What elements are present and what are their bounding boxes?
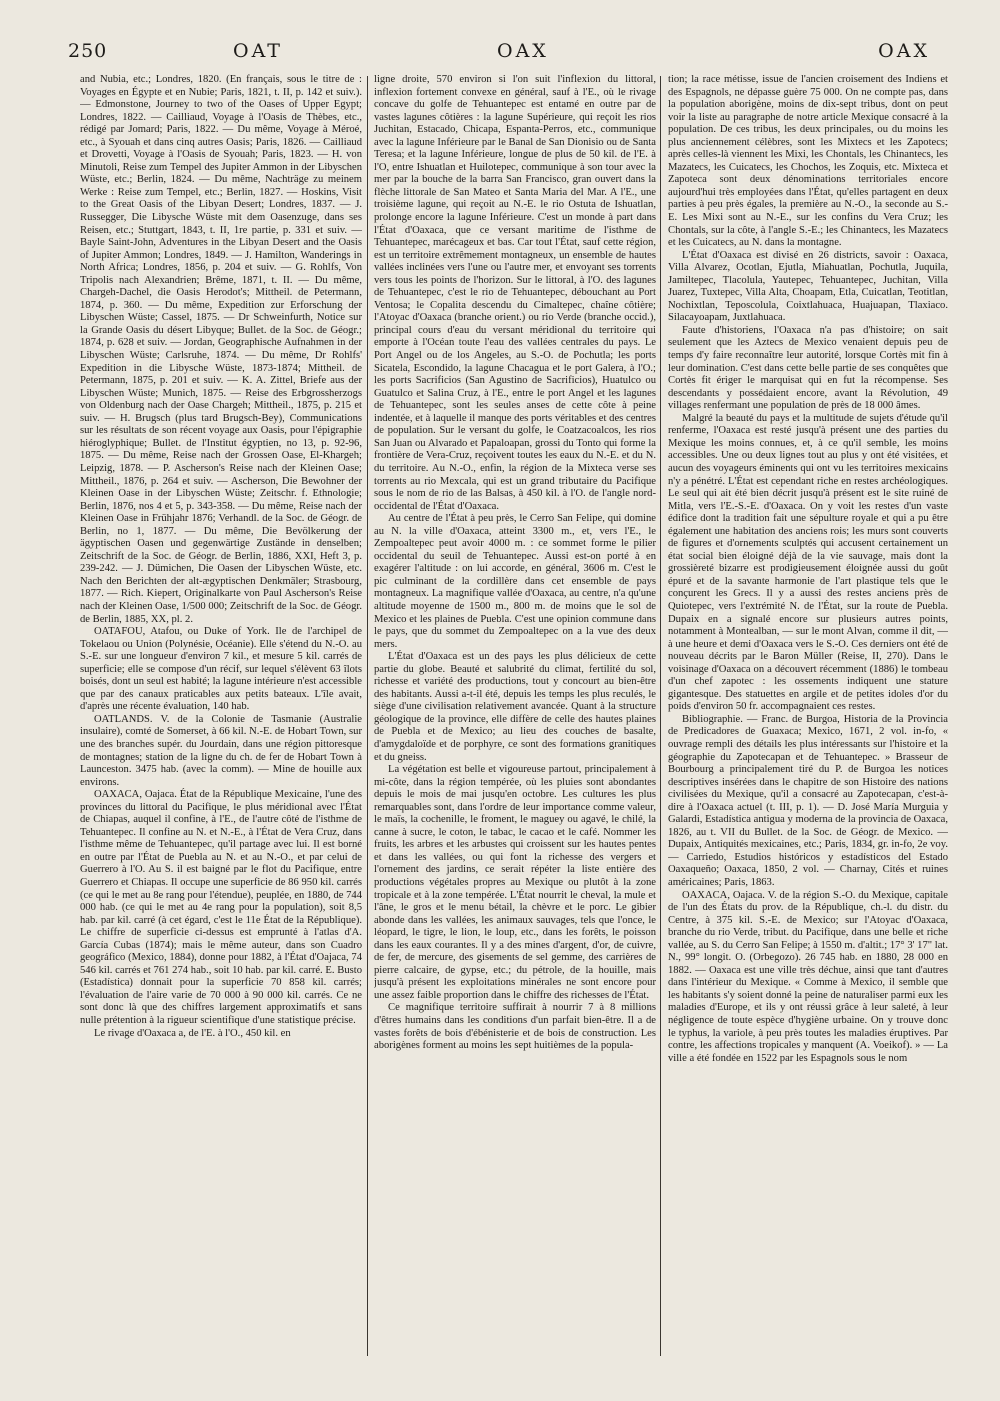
bibliography: Bibliographie. — Franc. de Burgoa, Historia de la Provincia de Predicadores de Guaxaca; Mexico, 1671, 2 vol. in-fo, « ouvrage rempli des détails les plus intéressants sur l'histoire et la géographie du Zapotecapan et de Tehuantepec. » Brasseur de Bourbourg a principalement tiré du P. de Burgoa les notices descriptives insérées dans le chapitre de son Histoire des nations civilisées du Mexique, qu'il a consacré au Zapotecapan, c'est-à-dire à l'Oaxaca actuel (t. III, p. 1). — D. José María Murguia y Galardi, Estadística antigua y moderna de la provincia de Oaxaca, 1826, au t. VII du Bullet. de la Soc. de Géogr. de Mexico. — Dupaix, Antiquités mexicaines, etc.; Paris, 1834, gr. in-fo, 2e voy. — Carriedo, Estudios históricos y estadísticos del Estado Oaxaqueño; Oaxaca, 1850, 2 vol. — Charnay, Cités et ruines américaines; Paris, 1863. xyxy=(668,713,948,888)
column-rule-1 xyxy=(367,76,368,1356)
paragraph: ligne droite, 570 environ si l'on suit l'inflexion du littoral, inflexion fortement convexe en général, sauf à l'E., où le rivage concave du golfe de Tehuantepec est entamé en outre par de vastes lagunes côtières : la lagune Supérieure, qui reçoit les rios Juchitan, Estacado, Chicapa, Espanta-Perros, etc., communique avec la lagune Inférieure par le Banal de San Dionisio ou de Santa Teresa; et la lagune Inférieure, longue de plus de 50 kil. de l'E. à l'O, entre Ishuatlan et Huilotepec, communique à son tour avec la mer par la bouche de la barra San Francisco, gran ouvert dans la flèche littorale de San Mateo et Santa Maria del Mar. A l'E., une troisième lagune, qui reçoit au N.-E. le rio Ostuta de Ishuatlan, prolonge encore la lagune Inférieure. C'est un monde à part dans l'État d'Oaxaca, que ce versant maritime de l'isthme de Tehuantepec, marécageux et bas. Car tout l'État, sauf cette région, est un territoire extrêmement montagneux, un ensemble de hautes vallées inclinées vers l'une ou l'autre mer, et envoyant ses torrents vers tous les points de l'horizon. Sur le littoral, à l'O. des lagunes de Tehuantepec, c'est le rio de Tehuantepec, débouchant au Port Ventosa; le Copalita descendu du Cimaltepec, chaîne côtière; l'Atoyac d'Oaxaca (branche orient.) ou rio Verde (branche occid.), principal cours d'eau du versant méridional du territoire qui emporte à l'Océan toute l'eau des vallées centrales du pays. Le Port Angel ou de los Angeles, au S.-O. de Pochutla; les ports Sicatela, Escondido, la lagune Chacagua et le port Galera, à l'O.; les ports Sacrificios (San Agustino de Sacrificios), Huatulco ou Guatulco et Salina Cruz, à l'E., entre le port Angel et les lagunes de Tehuantepec, sont les seules anses de cette côte à peine indentée, et à laquelle il manque des ports véritables et des centres de population. Sur le versant du golfe, le Coatzacoalcos, les rios San Juan ou Alvarado et Papaloapan, grossi du Tonto qui forme la frontière de Vera-Cruz, reçoivent toutes les eaux du N.-E. et du N. du territoire. Au N.-O., enfin, la région de la Mixteca verse ses torrents au rio Mexcala, qui est un grand tributaire du Pacifique sous le nom de rio de las Balsas, à 450 kil. à l'O. de l'angle nord-occidental de l'État d'Oaxaca. xyxy=(374,74,656,512)
paragraph: Le rivage d'Oaxaca a, de l'E. à l'O., 450 kil. en xyxy=(94,1027,291,1039)
paragraph: Au centre de l'État à peu près, le Cerro San Felipe, qui domine au N. la ville d'Oaxaca, atteint 3300 m., et, vers l'E., le Zempoaltepec peut avoir 4000 m. : ce sommet forme le pilier occidental du seuil de Tehuantepec. Aussi est-on porté à en exagérer l'altitude : on lui accorde, en général, 3606 m. C'est le pic culminant de la cordillère dans cet ensemble de pays montagneux. La magnifique vallée d'Oaxaca, au centre, n'a qu'une altitude moyenne de 1500 m., 800 m. de moins que le sol de Mexico et les plaines de Puebla. C'est une opinion commune dans le pays, que du sommet du Zempoaltepec on a la vue des deux mers. xyxy=(374,513,656,650)
paragraph: L'État d'Oaxaca est divisé en 26 districts, savoir : Oaxaca, Villa Alvarez, Ocotlan, Ejutla, Miahuatlan, Pochutla, Juquila, Jamiltepec, Tlacolula, Yautepec, Tehuantepec, Juchitan, Villa Juarez, Tuxtepec, Villa Alta, Choapam, Etla, Cuicatlan, Teotitlan, Nochixtlan, Teposcolula, Coixtlahuaca, Huajuapan, Tlaxiaco. Silacayoapam, Juxtlahuaca. xyxy=(668,249,948,324)
entry-oaxaca-city: OAXACA, Oajaca. V. de la région S.-O. du Mexique, capitale de l'un des États du prov. de la République, ch.-l. du distr. du Centre, à 375 kil. S.-E. de Mexico; sur l'Atoyac d'Oaxaca, branche du rio Verde, tribut. du Pacifique, dans une belle et riche vallée, au S. du Cerro San Felipe; à 1550 m. d'altit.; 17° 3' 17" lat. N., 99° longit. O. (Orbegozo). 26 745 hab. en 1880, 28 000 en 1882. — Oaxaca est une ville très déchue, ainsi que tant d'autres dans l'intérieur du Mexique. « Comme à Mexico, il semble que les habitants s'y soient donné la peine de naturaliser parmi eux les maladies d'Europe, et ils y ont réussi grâce à leur saleté, à leur négligence de toute espèce d'hygiène urbaine. On y trouve donc le typhus, la variole, à peu près toutes les maladies éruptives. Par contre, les affections tropicales y manquent (A. Voeikof). » — La ville a été fondée en 1522 par les Espagnols sous le nom xyxy=(668,889,948,1064)
text-column-1 xyxy=(80,74,362,1360)
entry-oatlands: OATLANDS. V. de la Colonie de Tasmanie (Australie insulaire), comté de Somerset, à 66 kil. N.-E. de Hobart Town, sur une des branches supér. du Jourdain, dans une région pittoresque de montagnes; station de la ligne du ch. de fer de Hobart Town à Launceston. 3475 hab. (avec la comm). — Mine de houille aux environs. xyxy=(80,713,362,788)
paragraph: Ce magnifique territoire suffirait à nourrir 7 à 8 millions d'êtres humains dans les conditions d'un parfait bien-être. Il a de vastes forêts de bois d'ébénisterie et de bois de construction. Les aborigènes forment au moins les sept huitièmes de la popula- xyxy=(374,1002,656,1052)
paragraph: tion; la race métisse, issue de l'ancien croisement des Indiens et des Espagnols, ne dépasse guère 75 000. On ne compte pas, dans la population aborigène, moins de dix-sept tribus, dont on peut voir la liste au paragraphe de notre article Mexique consacré à la population. De ces tribus, les deux principales, ou du moins les plus anciennement célèbres, sont les Mixtecs et les Zapotecs; après celles-là viennent les Mixi, les Chontals, les Chinantecs, les Mazatecs, les Cuicatecs, les Chochos, les Zoquis, etc. Mixteca et Zapoteca sont deux dénominations territoriales encore aujourd'hui très employées dans l'État, qu'elles partagent en deux parties à peu près égales, la première au N.-O., la seconde au S.-E. Les Mixi sont au N.-E., sur les confins du Vera Cruz; les Chontals, sur la côte, à l'angle S.-E.; les Chinantecs, les Mazatecs et les Cuicatecs, au N. dans la montagne. xyxy=(668,74,948,249)
paragraph: L'État d'Oaxaca est un des pays les plus délicieux de cette partie du globe. Beauté et salubrité du climat, fertilité du sol, richesse et variété des productions, tout y concourt au bien-être des habitants. Aussi a-t-il été, depuis les temps les plus reculés, le siège d'une civilisation relativement avancée. Quant à la structure géologique de la province, elle diffère de celle des hautes plaines de Puebla et de Mexico; au lieu des couches de basalte, d'amygdaloïde et de porphyre, ce sont des formations granitiques et du gneiss. xyxy=(374,651,656,763)
text-column-2 xyxy=(374,74,656,1360)
column-rule-2 xyxy=(660,76,661,1356)
paragraph: Faute d'historiens, l'Oaxaca n'a pas d'histoire; on sait seulement que les Aztecs de Mexico venaient depuis peu de temps d'y faire reconnaître leur autorité, lorsque Cortès mit fin à leur domination. C'est dans cette belle partie de ses conquêtes que Cortès fit ériger le marquisat qui en fut la récompense. Ses descendants y possédaient encore, avant la Révolution, 49 villages renfermant une population de près de 18 000 âmes. xyxy=(668,324,948,412)
page-number: 250 xyxy=(68,40,108,62)
running-head-center: OAX xyxy=(497,40,549,62)
entry-oaxaca-state: OAXACA, Oajaca. État de la République Mexicaine, l'une des provinces du littoral du Pacifique, le plus méridional avec l'État de Chiapas, auquel il confine, à l'E., de l'autre côté de l'isthme de Tehuantepec. Il confine au N. et N.-E., à l'État de Vera Cruz, dans l'isthme même de Tehuantepec, qu'il partage avec lui. Il est borné en outre par l'État de Puebla au N. et au N.-O., et par celui de Guerrero à l'O. Au S. il est baigné par le flot du Pacifique, entre Guerrero et Chiapas. Il occupe une superficie de 86 950 kil. carrés (ce qui le met au 8e rang pour l'étendue), peuplée, en 1880, de 744 000 hab. (ce qui le met au 4e rang pour la population), soit 8,5 hab. par kil. carré (à cet égard, c'est le 11e État de la République). Le chiffre de superficie ci-dessus est emprunté à l'atlas d'A. García Cubas (1874); mais le même auteur, dans son Cuadro geográfico (Mexico, 1884), donne pour 1882, à l'État d'Oajaca, 74 546 kil. carrés et 761 274 hab., soit 10 hab. par kil. carré. E. Busto (Estadística) donnait pour la superficie 70 858 kil. carrés; l'évaluation de l'aire varie de 70 000 à 90 000 kil. carrés. Ce ne sont donc là que des chiffres largement approximatifs et sans nulle prétention à la rigueur scientifique d'une statistique précise. xyxy=(80,789,362,1027)
page-header xyxy=(68,40,940,68)
paragraph: Malgré la beauté du pays et la multitude de sujets d'étude qu'il renferme, l'Oaxaca est resté jusqu'à présent une des parties du Mexique les moins connues, et, à ce qu'il semble, les moins accessibles. Une ou deux lignes tout au plus y ont été visitées, et aucun des voyageurs éminents qui ont vu les territoires mexicains n'y a pénétré. L'État est cependant riche en restes archéologiques. Le seul qui ait été bien décrit jusqu'à présent est le site ruiné de Mitla, vers l'E.-S.-E. d'Oaxaca. On y voit les restes d'un vaste édifice dont la tradition fait une sépulture royale et qui a pu être également une habitation des anciens rois; les murs sont couverts de figures et d'ornements sculptés qui accusent certainement un état social bien éloigné déjà de la vie sauvage, mais dont la grossièreté bizarre est prodigieusement éloignée aussi du goût épuré et de la savante harmonie de l'art plastique tels que le conçurent les Grecs. Il y a aussi des restes anciens près de Quiotepec, vers l'extrémité N. de l'État, sur la route de Puebla. Dupaix en a signalé encore sur plusieurs autres points, notamment à Montealban, — sur le mont Alvan, comme il dit, — à une heure et demi d'Oaxaca vers le S.-O. Ces derniers ont été de nouveau décrits par le Baron Müller (Reise, II, 270). Dans le voisinage d'Oaxaca on a découvert récemment (1886) le tombeau d'un chef zapotec : les ossements indiquent une stature gigantesque. Des statuettes en argile et de petites idoles d'or du poids d'environ 50 fr. accompagnaient ces restes. xyxy=(668,412,948,713)
entry-oatafou: OATAFOU, Atafou, ou Duke of York. Ile de l'archipel de Tokelaou ou Union (Polynésie, Océanie). Elle s'étend du N.-O. au S.-E. sur une longueur d'environ 7 kil., et mesure 5 kil. carrés de superficie; elle se compose d'un récif, sur lequel s'élèvent 63 îlots boisés, dont un seul est habité; la lagune intérieure n'est accessible que par des canaux praticables aux petits bateaux. L'île avait, d'après une récente évaluation, 140 hab. xyxy=(80,626,362,713)
bibliography-continuation: and Nubia, etc.; Londres, 1820. (En français, sous le titre de : Voyages en Égypte et en Nubie; Paris, 1821, t. II, p. 142 et suiv.). — Edmonstone, Journey to two of the Oases of Upper Egypt; Londres, 1822. — Cailliaud, Voyage à l'Oasis de Thèbes, etc., rédigé par Jomard; Paris, 1822. — Du même, Voyage à Méroé, etc., à Syouah et dans cinq autres Oasis; Paris, 1826. — Cailliaud et Drovetti, Voyage à l'Oasis de Syouah; Paris, 1823. — H. von Minutoli, Reise zum Tempel des Jupiter Ammon in der Libyschen Wüste, etc.; Berlin, 1824. — Du même, Nachträge zu meinem Werke : Reise zum Tempel, etc.; Berlin, 1827. — Hoskins, Visit to the Great Oasis of the Libyan Desert; Londres, 1837. — J. Russegger, Die Libysche Wüste mit dem Oasenzuge, dans ses Reisen, etc.; Stuttgart, 1843, t. II, 1re partie, p. 331 et suiv. — Bayle Saint-John, Adventures in the Libyan Desert and the Oasis of Jupiter Ammon; Londres, 1849. — J. Hamilton, Wanderings in North Africa; Londres, 1856, p. 204 et suiv. — G. Rohlfs, Von Tripolis nach Alexandrien; Brême, 1871, t. II. — Du même, Chargeh-Dachel, die Oasis Herodot's; Mittheil. de Petermann, 1874, p. 360. — Du même, Expedition zur Erforschung der Libyschen Wüste; Cassel, 1875. — Dr Schweinfurth, Notice sur la Grande Oasis du désert Libyque; Bullet. de la Soc. de Géogr.; 1874, p. 628 et suiv. — Jordan, Geographische Aufnahmen in der Libyschen Wüste; Carlsruhe, 1874. — Du même, Dr Rohlfs' Expedition in die Libysche Wüste, 1873-1874; Mittheil. de Petermann, 1875, p. 201 et suiv. — K. A. Zittel, Briefe aus der Libyschen Wüste; Munich, 1875. — Reise des Erbgrossherzogs von Oldenburg nach der Oase Chargeh; Mittheil., 1875, p. 215 et suiv. — H. Brugsch (plus tard Brugsch-Bey), Communications sur les résultats de son récent voyage aux Oasis, pour l'épigraphie hiéroglyphique; Bullet. de l'Institut égyptien, no 13, p. 92-96, 1875. — Du même, Reise nach der Grossen Oase, El-Khargeh; Leipzig, 1878. — P. Ascherson's Reise nach der Kleinen Oase; Mittheil., 1876, p. 264 et suiv. — Ascherson, Die Bewohner der Kleinen Oase in der Libyschen Wüste; Zeitschr. f. Ethnologie; Berlin, 1876, nos 4 et 5, p. 343-358. — Du même, Reise nach der Kleinen Oase in Frühjahr 1876; Verhandl. de la Soc. de Géogr. de Berlin, no 1, 1877. — Du même, Die Bevölkerung der ägyptischen Oasen und gegenwärtige Zustände in denselben; Zeitschrift de la Soc. de Géogr. de Berlin, 1886, XXI, Heft 3, p. 239-242. — J. Dümichen, Die Oasen der Libyschen Wüste, etc. Nach den Berichten der alt-ægyptischen Denkmäler; Strasbourg, 1877. — Rich. Kiepert, Originalkarte von Paul Ascherson's Reise nach der Kleinen Oase, 1/500 000; Zeitschrift de la Soc. de Géogr. de Berlin, 1885, XX, pl. 2. xyxy=(80,74,362,625)
paragraph: La végétation est belle et vigoureuse partout, principalement à mi-côte, dans la région tempérée, où les pluies sont abondantes depuis le mois de mai jusqu'en octobre. Les cultures les plus remarquables sont, dans l'ordre de leur importance comme valeur, le maïs, la cochenille, le froment, le maguey ou agavé, le chilé, la canne à sucre, le coton, le tabac, le cacao et le café. Nommer les fruits, les arbres et les arbustes qui croissent sur les hautes pentes et dans les vallées, ou qui font la richesse des vergers et l'ornement des jardins, ce serait répéter la liste entière des productions végétales propres au Mexique ou plutôt à la zone tropicale et à la zone tempérée. L'État nourrit le cheval, la mule et l'âne, le gros et le menu bétail, la chèvre et le porc. Le gibier abonde dans les vallées, les animaux sauvages, tels que l'once, le léopard, le tigre, le lion, le loup, etc., dans les forêts, le poisson dans les eaux courantes. Il y a des mines d'argent, d'or, de cuivre, de fer, de mercure, des gisements de sel gemme, des carrières de pierre calcaire, de gypse, etc.; du pétrole, de la houille, mais jusqu'à présent les exploitations minérales ne sont encore pour une assez faible proportion dans le chiffre des richesses de l'État. xyxy=(374,764,656,1001)
running-head-left: OAT xyxy=(233,40,283,62)
running-head-right: OAX xyxy=(878,40,930,62)
text-column-3 xyxy=(668,74,948,1360)
